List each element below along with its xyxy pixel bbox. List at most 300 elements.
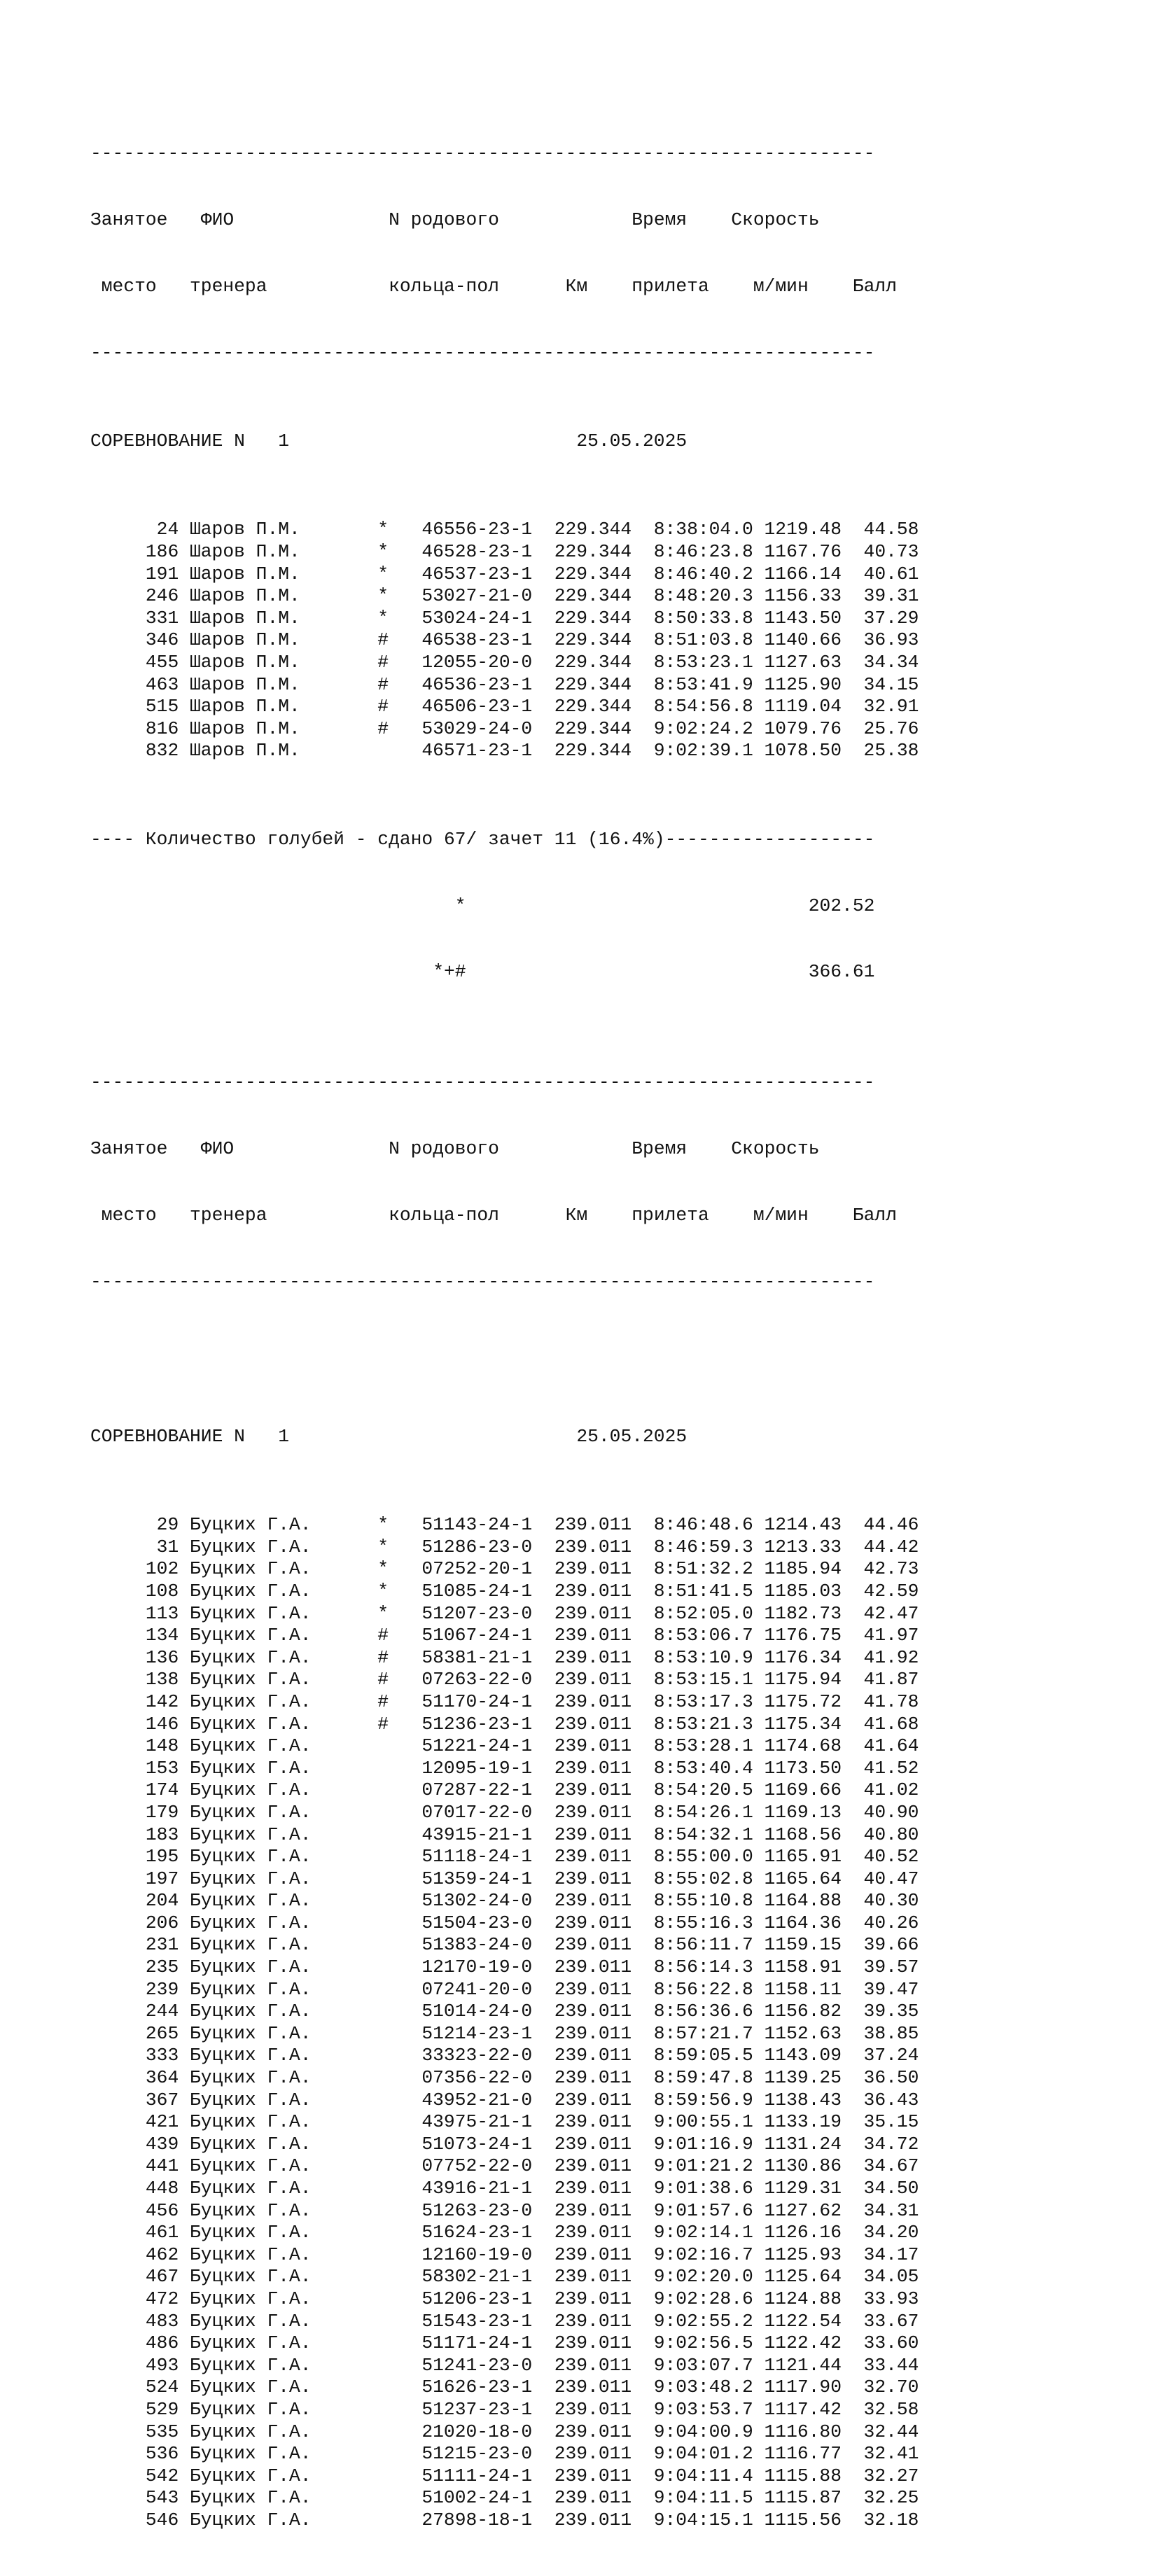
table-row [90,2443,919,2465]
arrival-time-cell: 8:53:40.4 [653,1757,753,1779]
arrival-time-cell: 8:54:26.1 [653,1801,753,1823]
ring-number-cell: 53029-24-0 [421,718,533,739]
ring-number-cell: 51237-23-1 [421,2398,533,2420]
distance-km-cell: 229.344 [554,652,632,673]
trainer-name-cell: Шаров П.М. [190,585,300,607]
distance-km-cell: 229.344 [554,696,632,718]
place-cell: 153 [145,1757,179,1779]
speed-cell: 1116.77 [764,2443,842,2465]
distance-km-cell: 239.011 [554,1890,632,1912]
distance-km-cell: 239.011 [554,1625,632,1646]
distance-km-cell: 239.011 [554,1713,632,1735]
table-row [90,1912,919,1935]
table-row [90,2288,919,2311]
table-row [90,2332,919,2355]
table-row [90,1691,919,1714]
arrival-time-cell: 9:04:00.9 [653,2421,753,2442]
ring-number-cell: 53027-21-0 [421,585,533,607]
place-cell: 346 [145,629,179,651]
score-cell: 34.34 [863,652,919,673]
distance-km-cell: 239.011 [554,1536,632,1558]
speed-cell: 1121.44 [764,2354,842,2376]
trainer-name-cell: Буцких Г.А. [190,2421,312,2442]
place-cell: 246 [145,585,179,607]
table-row [90,2001,919,2023]
trainer-name-cell: Буцких Г.А. [190,1823,312,1845]
trainer-name-cell: Буцких Г.А. [190,2022,312,2044]
score-cell: 40.47 [863,1868,919,1889]
table-row [90,2090,919,2112]
competition-label: СОРЕВНОВАНИЕ N 1 [90,430,290,452]
ring-number-cell: 12170-19-0 [421,1956,533,1978]
speed-cell: 1175.72 [764,1690,842,1712]
place-cell: 113 [145,1602,179,1624]
place-cell: 179 [145,1801,179,1823]
score-cell: 41.78 [863,1690,919,1712]
arrival-time-cell: 8:56:11.7 [653,1934,753,1956]
ring-number-cell: 12095-19-1 [421,1757,533,1779]
ring-number-cell: 51359-24-1 [421,1868,533,1889]
arrival-time-cell: 9:02:28.6 [653,2288,753,2309]
mark-cell: * [377,1558,389,1580]
place-cell: 265 [145,2022,179,2044]
ring-number-cell: 53024-24-1 [421,607,533,629]
arrival-time-cell: 8:55:16.3 [653,1912,753,1933]
ring-number-cell: 43915-21-1 [421,1823,533,1845]
total-label: * [454,895,466,916]
trainer-name-cell: Буцких Г.А. [190,1846,312,1868]
ring-number-cell: 51302-24-0 [421,1890,533,1912]
table-row [90,2155,919,2178]
trainer-name-cell: Буцких Г.А. [190,2133,312,2155]
ring-number-cell: 12160-19-0 [421,2244,533,2265]
distance-km-cell: 239.011 [554,2045,632,2066]
place-cell: 536 [145,2443,179,2465]
arrival-time-cell: 8:51:03.8 [653,629,753,651]
trainer-name-cell: Шаров П.М. [190,696,300,718]
score-cell: 32.25 [863,2487,919,2509]
table-row [90,564,919,586]
arrival-time-cell: 8:55:10.8 [653,1890,753,1912]
trainer-name-cell: Шаров П.М. [190,519,300,540]
place-cell: 148 [145,1735,179,1757]
ring-number-cell: 51504-23-0 [421,1912,533,1933]
place-cell: 543 [145,2487,179,2509]
place-cell: 483 [145,2310,179,2332]
speed-cell: 1143.50 [764,607,842,629]
place-cell: 134 [145,1625,179,1646]
ring-number-cell: 51171-24-1 [421,2332,533,2354]
arrival-time-cell: 8:55:00.0 [653,1846,753,1868]
place-cell: 421 [145,2111,179,2133]
distance-km-cell: 229.344 [554,740,632,762]
speed-cell: 1152.63 [764,2022,842,2044]
distance-km-cell: 229.344 [554,607,632,629]
score-cell: 37.29 [863,607,919,629]
ring-number-cell: 46528-23-1 [421,541,533,563]
trainer-name-cell: Буцких Г.А. [190,2398,312,2420]
speed-cell: 1166.14 [764,563,842,584]
speed-cell: 1158.91 [764,1956,842,1978]
table-row [90,2134,919,2156]
table-row [90,718,919,741]
speed-cell: 1159.15 [764,1934,842,1956]
trainer-name-cell: Буцких Г.А. [190,2001,312,2022]
trainer-name-cell: Буцких Г.А. [190,2244,312,2265]
distance-km-cell: 239.011 [554,2487,632,2509]
ring-number-cell: 51118-24-1 [421,1846,533,1868]
trainer-name-cell: Буцких Г.А. [190,2045,312,2066]
score-cell: 41.64 [863,1735,919,1757]
speed-cell: 1176.34 [764,1646,842,1668]
ring-number-cell: 43916-21-1 [421,2178,533,2199]
score-cell: 42.59 [863,1580,919,1602]
arrival-time-cell: 8:53:10.9 [653,1646,753,1668]
trainer-name-cell: Буцких Г.А. [190,1514,312,1536]
table-header-line-1: Занятое ФИО N родового Время Скорость [90,1138,820,1160]
separator-line: ----------------------------------------------------------------------- [90,1270,875,1292]
distance-km-cell: 239.011 [554,1868,632,1889]
arrival-time-cell: 8:54:32.1 [653,1823,753,1845]
speed-cell: 1143.09 [764,2045,842,2066]
ring-number-cell: 07752-22-0 [421,2155,533,2177]
arrival-time-cell: 9:02:55.2 [653,2310,753,2332]
trainer-name-cell: Буцких Г.А. [190,1669,312,1690]
distance-km-cell: 239.011 [554,1823,632,1845]
trainer-name-cell: Буцких Г.А. [190,2509,312,2530]
score-cell: 34.17 [863,2244,919,2265]
speed-cell: 1165.64 [764,1868,842,1889]
score-cell: 39.47 [863,1978,919,2000]
place-cell: 31 [156,1536,179,1558]
separator-line: ----------------------------------------------------------------------- [90,1072,875,1093]
ring-number-cell: 51170-24-1 [421,1690,533,1712]
trainer-name-cell: Буцких Г.А. [190,1801,312,1823]
mark-cell: * [377,1536,389,1558]
arrival-time-cell: 8:56:14.3 [653,1956,753,1978]
results-rows-section-2 [90,1514,919,2531]
table-row [90,1714,919,1736]
place-cell: 183 [145,1823,179,1845]
speed-cell: 1131.24 [764,2133,842,2155]
arrival-time-cell: 8:53:17.3 [653,1690,753,1712]
table-row [90,1802,919,1824]
mark-cell: # [377,696,389,718]
score-cell: 34.20 [863,2222,919,2244]
speed-cell: 1219.48 [764,519,842,540]
trainer-name-cell: Буцких Г.А. [190,1868,312,1889]
score-cell: 32.27 [863,2465,919,2486]
table-row [90,2178,919,2200]
table-row [90,519,919,541]
score-cell: 39.31 [863,585,919,607]
place-cell: 816 [145,718,179,739]
score-cell: 41.97 [863,1625,919,1646]
trainer-name-cell: Буцких Г.А. [190,1558,312,1580]
speed-cell: 1119.04 [764,696,842,718]
speed-cell: 1125.90 [764,673,842,695]
place-cell: 186 [145,541,179,563]
arrival-time-cell: 8:54:20.5 [653,1779,753,1801]
score-cell: 40.73 [863,541,919,563]
table-row [90,541,919,564]
results-rows-section-1 [90,519,919,762]
mark-cell: * [377,1514,389,1536]
score-cell: 34.31 [863,2199,919,2221]
ring-number-cell: 58302-21-1 [421,2266,533,2288]
distance-km-cell: 239.011 [554,1690,632,1712]
ring-number-cell: 51073-24-1 [421,2133,533,2155]
table-row [90,1868,919,1891]
total-line [90,895,919,918]
ring-number-cell: 46571-23-1 [421,740,533,762]
ring-number-cell: 27898-18-1 [421,2509,533,2530]
arrival-time-cell: 9:02:39.1 [653,740,753,762]
score-cell: 32.41 [863,2443,919,2465]
speed-cell: 1213.33 [764,1536,842,1558]
table-row [90,696,919,718]
arrival-time-cell: 9:04:01.2 [653,2443,753,2465]
place-cell: 462 [145,2244,179,2265]
separator-line: ----------------------------------------------------------------------- [90,143,875,164]
ring-number-cell: 51143-24-1 [421,1514,533,1536]
arrival-time-cell: 9:02:20.0 [653,2266,753,2288]
arrival-time-cell: 8:38:04.0 [653,519,753,540]
table-row [90,1735,919,1758]
ring-number-cell: 43952-21-0 [421,2089,533,2110]
speed-cell: 1133.19 [764,2111,842,2133]
ring-number-cell: 07241-20-0 [421,1978,533,2000]
table-row [90,674,919,696]
speed-cell: 1164.88 [764,1890,842,1912]
total-value: 366.61 [808,961,875,983]
table-row [90,1890,919,1912]
ring-number-cell: 51014-24-0 [421,2001,533,2022]
ring-number-cell: 12055-20-0 [421,652,533,673]
speed-cell: 1115.87 [764,2487,842,2509]
ring-number-cell: 51241-23-0 [421,2354,533,2376]
table-row [90,740,919,762]
place-cell: 367 [145,2089,179,2110]
score-cell: 32.18 [863,2509,919,2530]
distance-km-cell: 239.011 [554,2421,632,2442]
speed-cell: 1175.34 [764,1713,842,1735]
trainer-name-cell: Буцких Г.А. [190,1890,312,1912]
score-cell: 40.90 [863,1801,919,1823]
trainer-name-cell: Буцких Г.А. [190,2222,312,2244]
place-cell: 174 [145,1779,179,1801]
ring-number-cell: 07017-22-0 [421,1801,533,1823]
distance-km-cell: 239.011 [554,2310,632,2332]
table-row [90,1979,919,2001]
place-cell: 191 [145,563,179,584]
table-row [90,2200,919,2222]
trainer-name-cell: Буцких Г.А. [190,2288,312,2309]
place-cell: 448 [145,2178,179,2199]
table-row [90,1647,919,1670]
distance-km-cell: 239.011 [554,2443,632,2465]
trainer-name-cell: Буцких Г.А. [190,1690,312,1712]
speed-cell: 1126.16 [764,2222,842,2244]
place-cell: 235 [145,1956,179,1978]
distance-km-cell: 229.344 [554,519,632,540]
ring-number-cell: 51624-23-1 [421,2222,533,2244]
score-cell: 35.15 [863,2111,919,2133]
table-row [90,2487,919,2510]
place-cell: 146 [145,1713,179,1735]
place-cell: 244 [145,2001,179,2022]
arrival-time-cell: 9:01:16.9 [653,2133,753,2155]
arrival-time-cell: 8:53:15.1 [653,1669,753,1690]
arrival-time-cell: 9:03:48.2 [653,2376,753,2398]
score-cell: 36.93 [863,629,919,651]
distance-km-cell: 239.011 [554,1669,632,1690]
competition-heading [90,430,919,453]
ring-number-cell: 07287-22-1 [421,1779,533,1801]
ring-number-cell: 51236-23-1 [421,1713,533,1735]
score-cell: 33.93 [863,2288,919,2309]
distance-km-cell: 239.011 [554,2199,632,2221]
trainer-name-cell: Буцких Г.А. [190,2354,312,2376]
place-cell: 204 [145,1890,179,1912]
competition-date: 25.05.2025 [576,1425,688,1447]
arrival-time-cell: 8:53:23.1 [653,652,753,673]
table-header-line-1: Занятое ФИО N родового Время Скорость [90,209,820,231]
speed-cell: 1173.50 [764,1757,842,1779]
trainer-name-cell: Буцких Г.А. [190,1735,312,1757]
results-document [90,55,919,2576]
distance-km-cell: 239.011 [554,1956,632,1978]
speed-cell: 1214.43 [764,1514,842,1536]
trainer-name-cell: Буцких Г.А. [190,1956,312,1978]
place-cell: 239 [145,1978,179,2000]
score-cell: 25.38 [863,740,919,762]
ring-number-cell: 51221-24-1 [421,1735,533,1757]
score-cell: 44.46 [863,1514,919,1536]
arrival-time-cell: 9:00:55.1 [653,2111,753,2133]
distance-km-cell: 239.011 [554,1735,632,1757]
arrival-time-cell: 8:46:40.2 [653,563,753,584]
score-cell: 42.47 [863,1602,919,1624]
score-cell: 41.52 [863,1757,919,1779]
table-row [90,1536,919,1559]
arrival-time-cell: 8:53:06.7 [653,1625,753,1646]
table-row [90,2222,919,2244]
arrival-time-cell: 8:53:28.1 [653,1735,753,1757]
arrival-time-cell: 8:50:33.8 [653,607,753,629]
table-row [90,1581,919,1603]
table-row [90,1669,919,1691]
table-row [90,2510,919,2532]
trainer-name-cell: Буцких Г.А. [190,1757,312,1779]
trainer-name-cell: Буцких Г.А. [190,1912,312,1933]
distance-km-cell: 239.011 [554,2465,632,2486]
trainer-name-cell: Шаров П.М. [190,563,300,584]
table-row [90,2111,919,2134]
speed-cell: 1129.31 [764,2178,842,2199]
distance-km-cell: 239.011 [554,2266,632,2288]
table-row [90,1514,919,1536]
table-row [90,2244,919,2267]
arrival-time-cell: 8:59:05.5 [653,2045,753,2066]
ring-number-cell: 51263-23-0 [421,2199,533,2221]
speed-cell: 1174.68 [764,1735,842,1757]
speed-cell: 1175.94 [764,1669,842,1690]
mark-cell: # [377,652,389,673]
summary-line: ---- Количество голубей - сдано 67/ зачет 11 (16.4%)------------------- [90,828,875,850]
speed-cell: 1130.86 [764,2155,842,2177]
ring-number-cell: 33323-22-0 [421,2045,533,2066]
arrival-time-cell: 9:03:53.7 [653,2398,753,2420]
place-cell: 29 [156,1514,179,1536]
distance-km-cell: 229.344 [554,673,632,695]
table-row [90,608,919,630]
trainer-name-cell: Буцких Г.А. [190,2089,312,2110]
trainer-name-cell: Буцких Г.А. [190,2199,312,2221]
ring-number-cell: 51383-24-0 [421,1934,533,1956]
speed-cell: 1078.50 [764,740,842,762]
speed-cell: 1124.88 [764,2288,842,2309]
distance-km-cell: 239.011 [554,1846,632,1868]
score-cell: 34.72 [863,2133,919,2155]
arrival-time-cell: 8:46:48.6 [653,1514,753,1536]
score-cell: 40.80 [863,1823,919,1845]
place-cell: 439 [145,2133,179,2155]
table-row [90,1558,919,1581]
ring-number-cell: 43975-21-1 [421,2111,533,2133]
speed-cell: 1127.62 [764,2199,842,2221]
arrival-time-cell: 8:48:20.3 [653,585,753,607]
place-cell: 197 [145,1868,179,1889]
mark-cell: * [377,541,389,563]
score-cell: 37.24 [863,2045,919,2066]
place-cell: 535 [145,2421,179,2442]
trainer-name-cell: Шаров П.М. [190,541,300,563]
speed-cell: 1156.82 [764,2001,842,2022]
ring-number-cell: 46537-23-1 [421,563,533,584]
ring-number-cell: 51543-23-1 [421,2310,533,2332]
table-row [90,1779,919,1802]
score-cell: 44.42 [863,1536,919,1558]
distance-km-cell: 239.011 [554,2111,632,2133]
ring-number-cell: 21020-18-0 [421,2421,533,2442]
distance-km-cell: 239.011 [554,1801,632,1823]
competition-heading [90,1426,919,1448]
trainer-name-cell: Буцких Г.А. [190,2155,312,2177]
distance-km-cell: 239.011 [554,1558,632,1580]
speed-cell: 1169.66 [764,1779,842,1801]
score-cell: 34.15 [863,673,919,695]
arrival-time-cell: 9:02:56.5 [653,2332,753,2354]
place-cell: 333 [145,2045,179,2066]
trainer-name-cell: Буцких Г.А. [190,1536,312,1558]
ring-number-cell: 51215-23-0 [421,2443,533,2465]
trainer-name-cell: Шаров П.М. [190,652,300,673]
trainer-name-cell: Шаров П.М. [190,629,300,651]
score-cell: 32.70 [863,2376,919,2398]
arrival-time-cell: 8:59:47.8 [653,2067,753,2089]
mark-cell: # [377,673,389,695]
table-row [90,1824,919,1847]
trainer-name-cell: Шаров П.М. [190,673,300,695]
table-row [90,1603,919,1625]
ring-number-cell: 51111-24-1 [421,2465,533,2486]
speed-cell: 1122.42 [764,2332,842,2354]
place-cell: 455 [145,652,179,673]
total-value: 202.52 [808,895,875,916]
speed-cell: 1167.76 [764,541,842,563]
distance-km-cell: 239.011 [554,1602,632,1624]
